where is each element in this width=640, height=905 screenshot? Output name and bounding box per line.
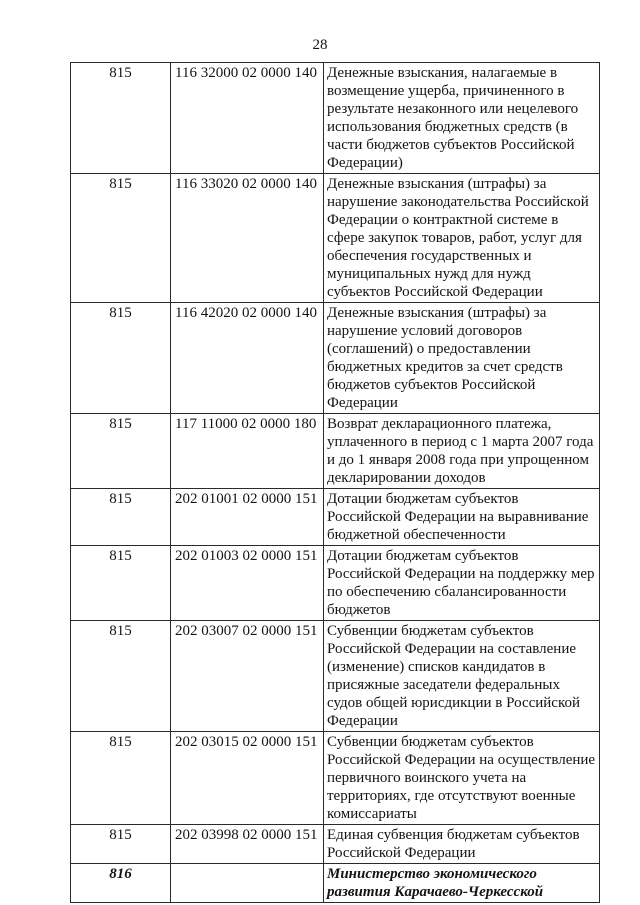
- table-row: [71, 621, 600, 732]
- budget-classification-code: [171, 864, 324, 903]
- administrator-code: 815: [71, 489, 171, 546]
- budget-classification-code: 202 01003 02 0000 151: [171, 546, 324, 621]
- revenue-name: Денежные взыскания (штрафы) за нарушение законодательства Российской Федерации о контрактной системе в сфере закупок товаров, работ, услуг для обеспечения государственных и муниципальных нужд для нужд субъектов Российской Федерации: [324, 174, 600, 303]
- budget-classification-code: 202 03007 02 0000 151: [171, 621, 324, 732]
- administrator-code: 815: [71, 414, 171, 489]
- table-row: [71, 414, 600, 489]
- ministry-name: Министерство экономического развития Карачаево-Черкесской: [324, 864, 600, 903]
- administrator-code: 815: [71, 546, 171, 621]
- revenue-name: Возврат декларационного платежа, уплаченного в период с 1 марта 2007 года и до 1 января 2008 года при упрощенном декларировании доходов: [324, 414, 600, 489]
- table-row: [71, 303, 600, 414]
- administrator-code: 815: [71, 732, 171, 825]
- table-row: [71, 489, 600, 546]
- table-row: [71, 825, 600, 864]
- budget-revenue-codes-table: [70, 62, 600, 903]
- administrator-code: 815: [71, 174, 171, 303]
- budget-classification-code: 202 03015 02 0000 151: [171, 732, 324, 825]
- revenue-name: Денежные взыскания (штрафы) за нарушение условий договоров (соглашений) о предоставлении бюджетных кредитов за счет средств бюджетов субъектов Российской Федерации: [324, 303, 600, 414]
- revenue-name: Дотации бюджетам субъектов Российской Федерации на поддержку мер по обеспечению сбалансированности бюджетов: [324, 546, 600, 621]
- budget-classification-code: 202 03998 02 0000 151: [171, 825, 324, 864]
- table-row: [71, 63, 600, 174]
- revenue-name: Денежные взыскания, налагаемые в возмещение ущерба, причиненного в результате незаконного или нецелевого использования бюджетных средств (в части бюджетов субъектов Российской Федерации): [324, 63, 600, 174]
- page-number: 28: [312, 37, 328, 53]
- ministry-administrator-code: 816: [71, 864, 171, 903]
- administrator-code: 815: [71, 621, 171, 732]
- budget-classification-code: 202 01001 02 0000 151: [171, 489, 324, 546]
- revenue-name: Субвенции бюджетам субъектов Российской Федерации на осуществление первичного воинского учета на территориях, где отсутствуют военные комиссариаты: [324, 732, 600, 825]
- revenue-name: Единая субвенция бюджетам субъектов Российской Федерации: [324, 825, 600, 864]
- table-row: [71, 546, 600, 621]
- revenue-name: Дотации бюджетам субъектов Российской Федерации на выравнивание бюджетной обеспеченности: [324, 489, 600, 546]
- budget-classification-code: 116 33020 02 0000 140: [171, 174, 324, 303]
- administrator-code: 815: [71, 303, 171, 414]
- table-row: [71, 174, 600, 303]
- budget-classification-code: 116 42020 02 0000 140: [171, 303, 324, 414]
- ministry-heading-row: [71, 864, 600, 903]
- revenue-name: Субвенции бюджетам субъектов Российской Федерации на составление (изменение) списков кандидатов в присяжные заседатели федеральных судов общей юрисдикции в Российской Федерации: [324, 621, 600, 732]
- administrator-code: 815: [71, 63, 171, 174]
- administrator-code: 815: [71, 825, 171, 864]
- budget-classification-code: 117 11000 02 0000 180: [171, 414, 324, 489]
- table-row: [71, 732, 600, 825]
- budget-classification-code: 116 32000 02 0000 140: [171, 63, 324, 174]
